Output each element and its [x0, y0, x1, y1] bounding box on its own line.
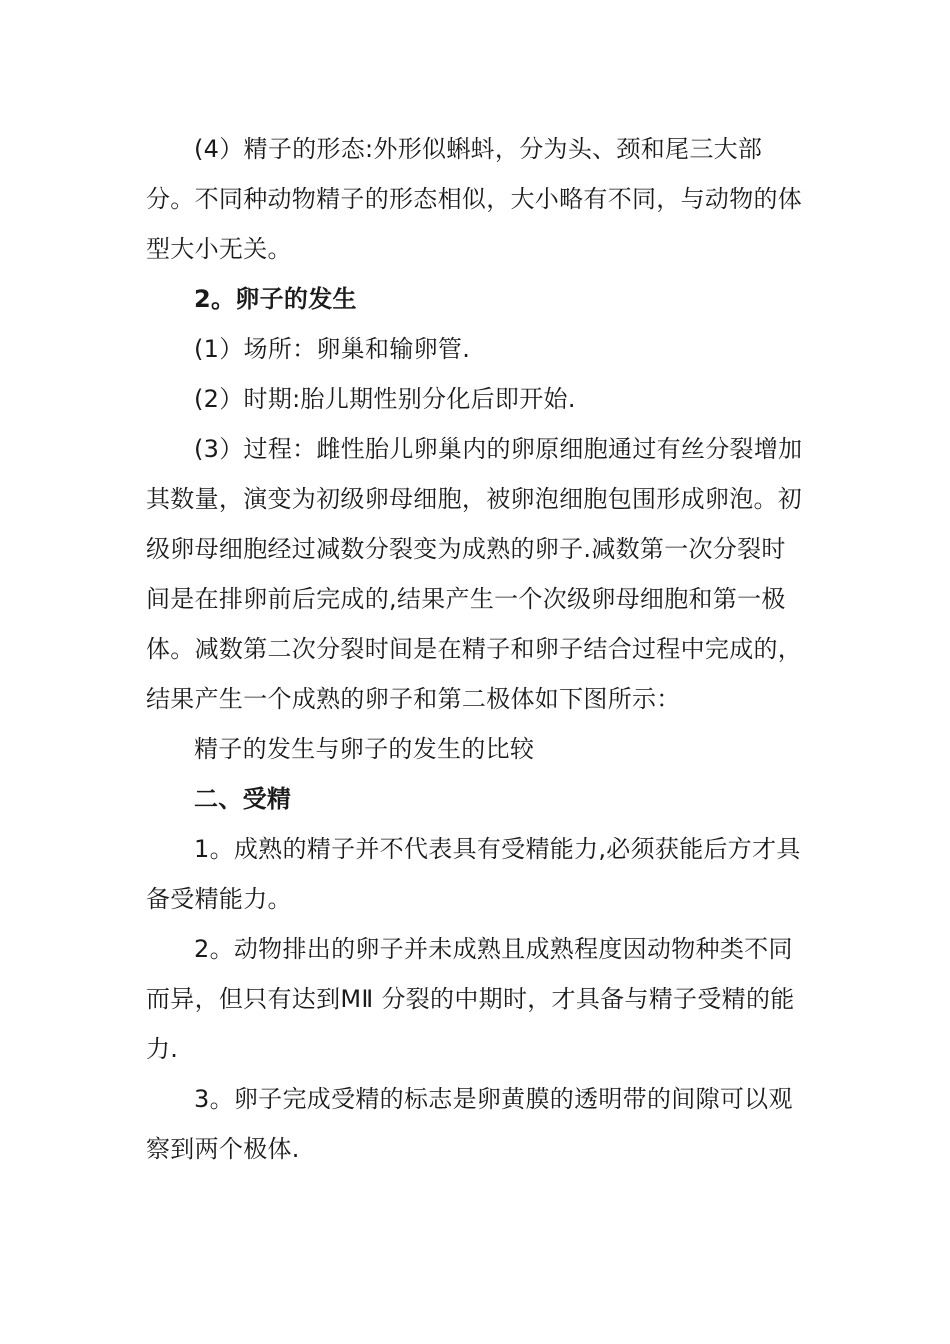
- egg-process-paragraph: (3）过程：雌性胎儿卵巢内的卵原细胞通过有丝分裂增加其数量，演变为初级卵母细胞，被卵泡细胞包围形成卵泡。初级卵母细胞经过减数分裂变为成熟的卵子.减数第一次分裂时间是在排卵前后完成的,结果产生一个次级卵母细胞和第一极体。减数第二次分裂时间是在精子和卵子结合过程中完成的，结果产生一个成熟的卵子和第二极体如下图所示：: [146, 435, 803, 713]
- fertilization-point-3: 3。卵子完成受精的标志是卵黄膜的透明带的间隙可以观察到两个极体.: [146, 1085, 793, 1163]
- fertilization-point-1: 1。成熟的精子并不代表具有受精能力,必须获能后方才具备受精能力。: [146, 835, 801, 913]
- egg-timing-paragraph: (2）时期:胎儿期性别分化后即开始.: [194, 385, 576, 413]
- egg-location-paragraph: (1）场所：卵巢和输卵管.: [194, 335, 471, 363]
- document-body: [146, 124, 810, 1174]
- fertilization-heading: 二、受精: [194, 785, 292, 813]
- comparison-caption: 精子的发生与卵子的发生的比较: [194, 735, 535, 763]
- sperm-morphology-paragraph: (4）精子的形态:外形似蝌蚪，分为头、颈和尾三大部分。不同种动物精子的形态相似，大小略有不同，与动物的体型大小无关。: [146, 135, 803, 263]
- egg-development-heading: 2。卵子的发生: [194, 285, 357, 313]
- fertilization-point-2: 2。动物排出的卵子并未成熟且成熟程度因动物种类不同而异，但只有达到MⅡ 分裂的中期时，才具备与精子受精的能力.: [146, 935, 795, 1063]
